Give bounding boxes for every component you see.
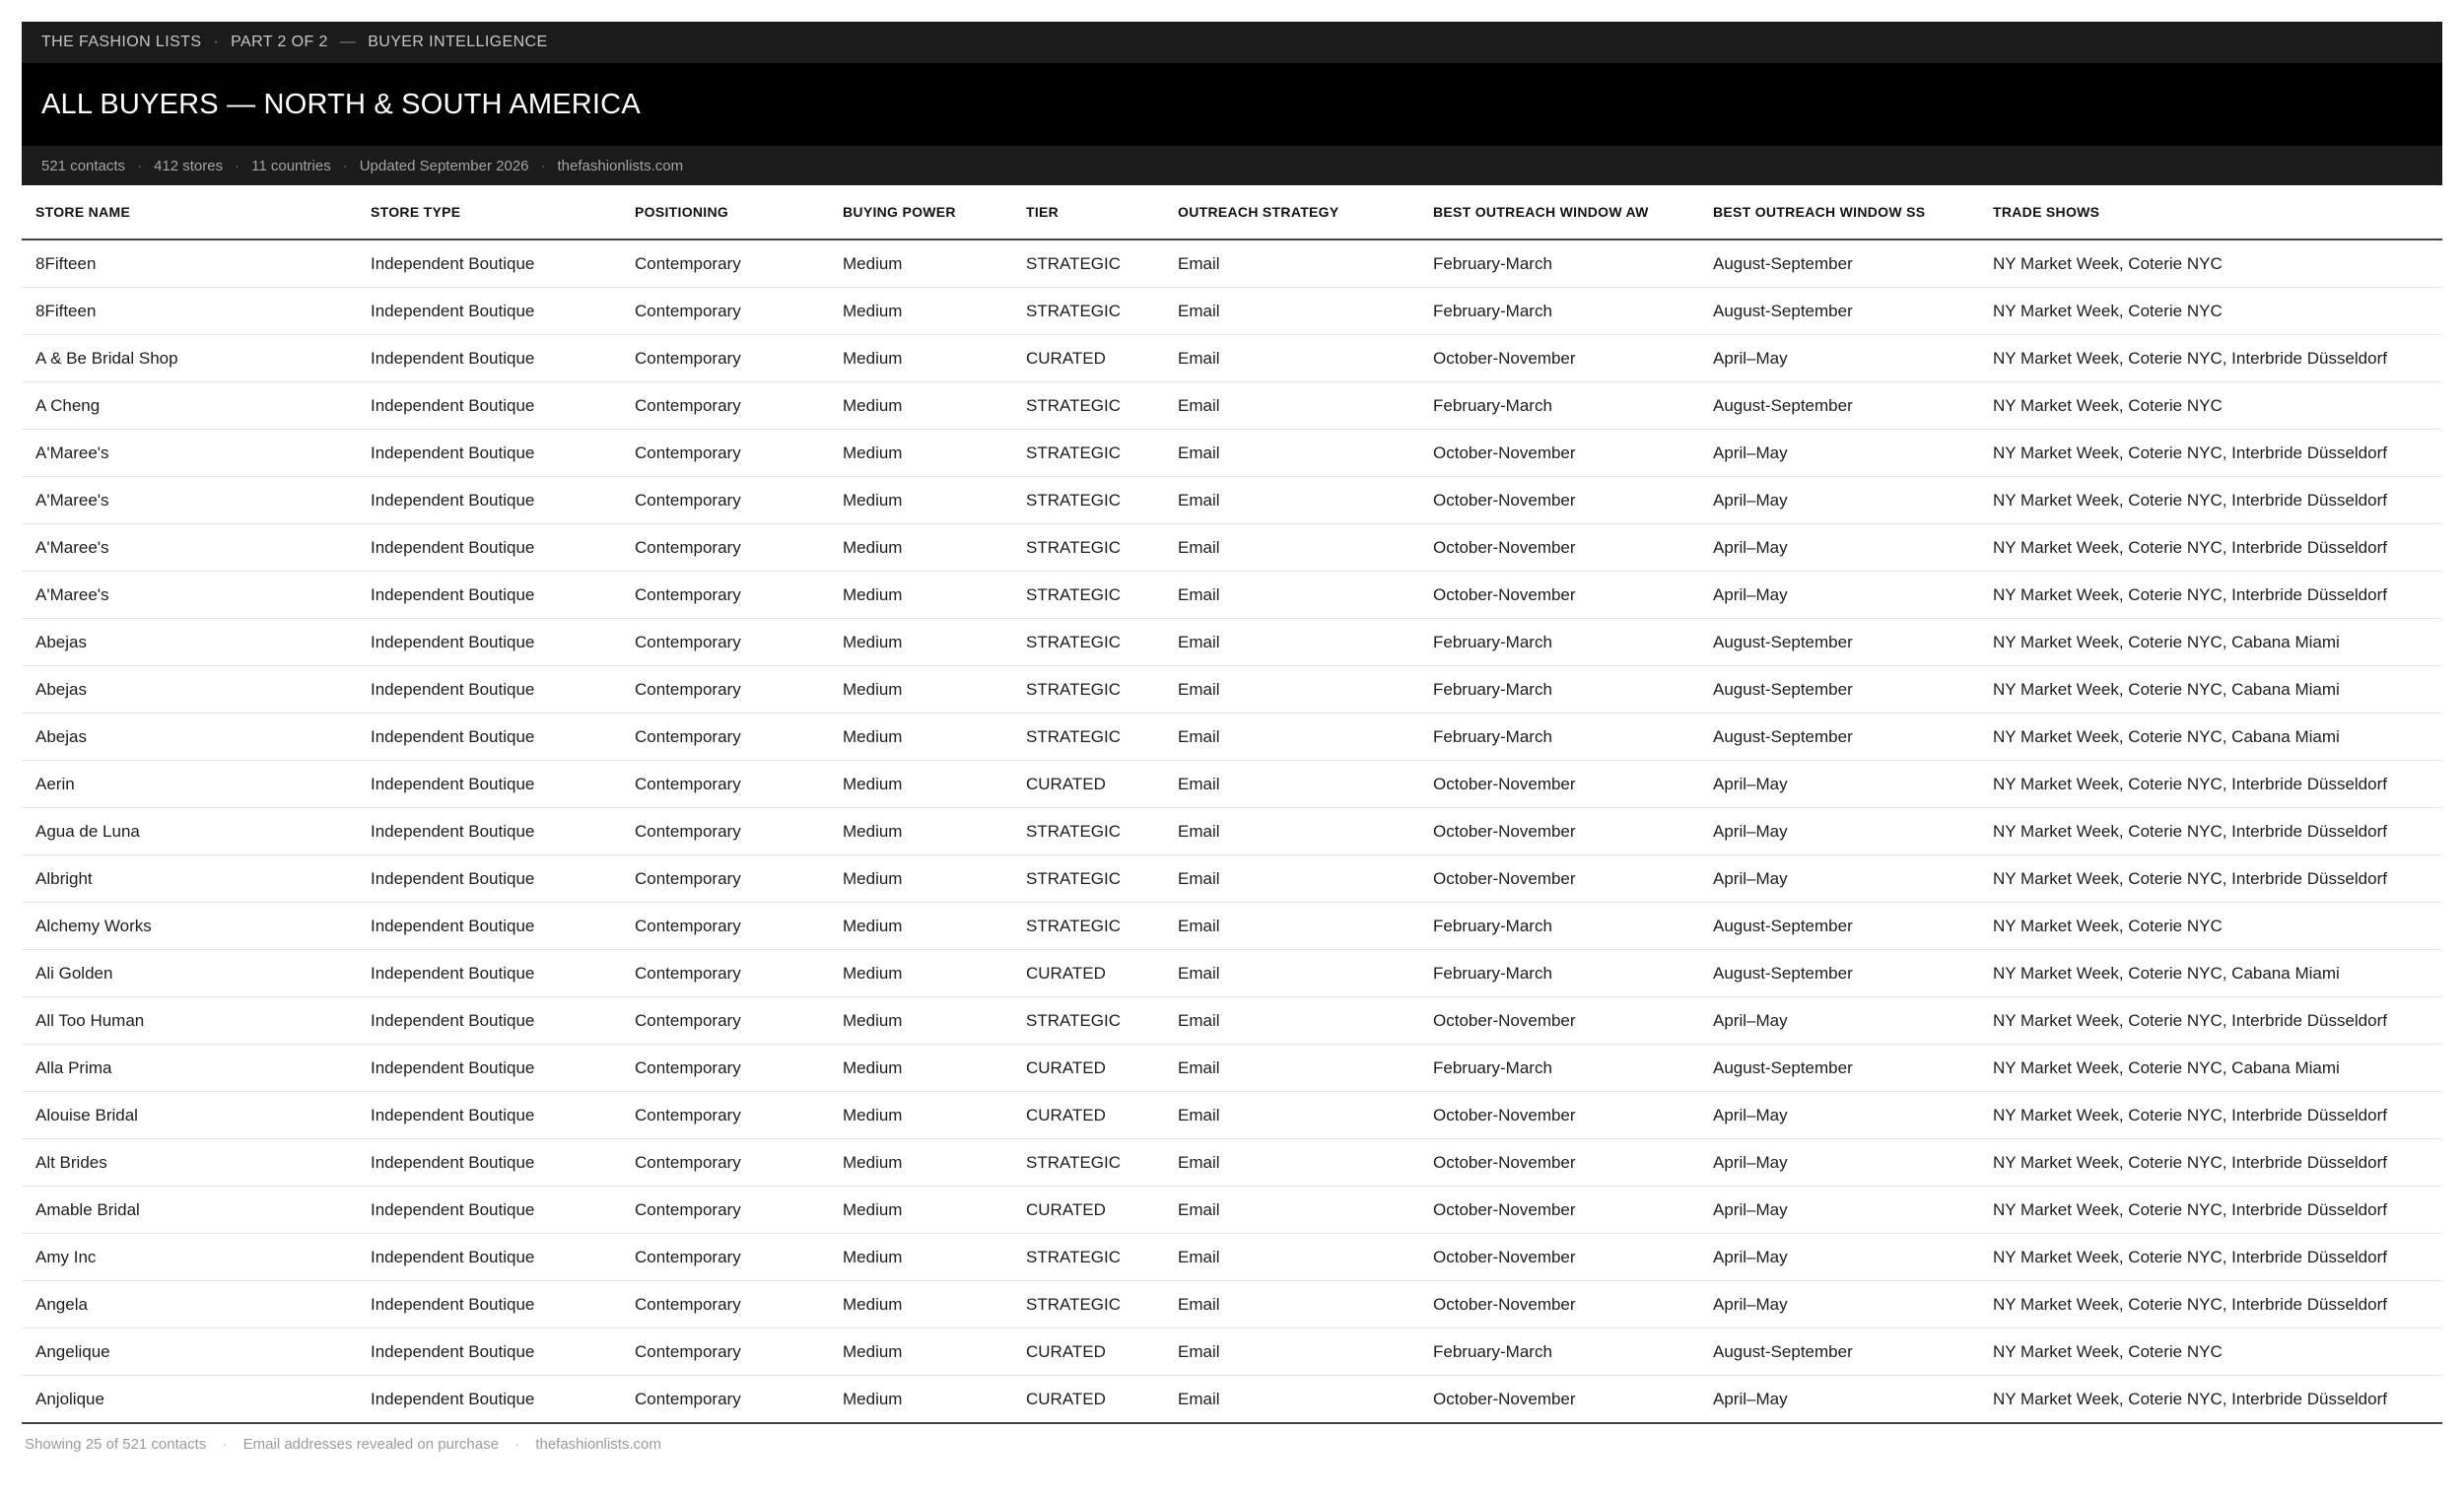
table-cell: Alchemy Works [22,903,357,950]
table-cell: NY Market Week, Coterie NYC, Interbride Düsseldorf [1979,572,2442,619]
table-cell: NY Market Week, Coterie NYC, Cabana Miami [1979,950,2442,997]
table-cell: April–May [1699,1187,1979,1234]
table-row[interactable] [22,1376,2442,1424]
stores-count: 412 stores [154,157,224,174]
table-cell: Contemporary [621,1376,829,1424]
site-link[interactable]: thefashionlists.com [557,157,684,174]
table-cell: Independent Boutique [357,666,621,714]
table-cell: Contemporary [621,1045,829,1092]
table-cell: Medium [829,572,1012,619]
table-cell: Contemporary [621,997,829,1045]
separator: · [342,157,348,174]
table-cell: Albright [22,855,357,903]
table-cell: NY Market Week, Coterie NYC, Cabana Miami [1979,1045,2442,1092]
table-cell: NY Market Week, Coterie NYC, Interbride Düsseldorf [1979,524,2442,572]
table-cell: STRATEGIC [1012,714,1164,761]
table-cell: NY Market Week, Coterie NYC, Interbride Düsseldorf [1979,997,2442,1045]
table-cell: August-September [1699,1328,1979,1376]
table-cell: STRATEGIC [1012,1234,1164,1281]
table-row[interactable] [22,855,2442,903]
showing-count: Showing 25 of 521 contacts [25,1436,207,1453]
separator: · [222,1436,228,1453]
table-cell: NY Market Week, Coterie NYC [1979,239,2442,288]
table-cell: Contemporary [621,239,829,288]
table-cell: Medium [829,1328,1012,1376]
table-cell: Independent Boutique [357,524,621,572]
separator: · [235,157,240,174]
table-cell: NY Market Week, Coterie NYC, Interbride Düsseldorf [1979,1092,2442,1139]
table-cell: Agua de Luna [22,808,357,855]
table-cell: Medium [829,997,1012,1045]
table-cell: Independent Boutique [357,808,621,855]
table-cell: NY Market Week, Coterie NYC [1979,382,2442,430]
table-cell: Alt Brides [22,1139,357,1187]
table-cell: April–May [1699,1376,1979,1424]
part-label: PART 2 OF 2 [231,34,328,50]
table-cell: Email [1164,382,1419,430]
table-cell: Independent Boutique [357,1045,621,1092]
table-cell: Alouise Bridal [22,1092,357,1139]
table-cell: Medium [829,524,1012,572]
table-cell: February-March [1419,288,1699,335]
table-cell: Email [1164,1187,1419,1234]
table-cell: Medium [829,477,1012,524]
table-cell: Email [1164,666,1419,714]
table-cell: Abejas [22,666,357,714]
table-cell: October-November [1419,1187,1699,1234]
table-cell: Email [1164,903,1419,950]
table-cell: October-November [1419,997,1699,1045]
table-cell: A Cheng [22,382,357,430]
table-cell: August-September [1699,950,1979,997]
table-cell: October-November [1419,1281,1699,1328]
table-row[interactable] [22,430,2442,477]
table-cell: Independent Boutique [357,1139,621,1187]
table-cell: NY Market Week, Coterie NYC, Interbride Düsseldorf [1979,430,2442,477]
table-row[interactable] [22,382,2442,430]
footer [22,1436,2442,1453]
table-cell: Medium [829,808,1012,855]
table-cell: Contemporary [621,761,829,808]
table-cell: April–May [1699,997,1979,1045]
table-cell: NY Market Week, Coterie NYC, Interbride Düsseldorf [1979,1234,2442,1281]
table-cell: Contemporary [621,1092,829,1139]
table-cell: October-November [1419,855,1699,903]
table-cell: April–May [1699,855,1979,903]
table-cell: Independent Boutique [357,1187,621,1234]
table-row[interactable] [22,477,2442,524]
table-cell: Angelique [22,1328,357,1376]
table-row[interactable] [22,666,2442,714]
table-cell: Email [1164,477,1419,524]
table-cell: Alla Prima [22,1045,357,1092]
table-row[interactable] [22,524,2442,572]
table-row[interactable] [22,761,2442,808]
table-cell: Medium [829,761,1012,808]
table-cell: Medium [829,1376,1012,1424]
table-cell: Independent Boutique [357,477,621,524]
table-row[interactable] [22,239,2442,288]
table-cell: STRATEGIC [1012,997,1164,1045]
table-cell: Independent Boutique [357,855,621,903]
table-cell: Contemporary [621,1187,829,1234]
contacts-count: 521 contacts [41,157,126,174]
table-cell: CURATED [1012,950,1164,997]
separator: · [213,34,220,50]
table-cell: Contemporary [621,1234,829,1281]
table-row[interactable] [22,997,2442,1045]
table-cell: August-September [1699,382,1979,430]
table-cell: NY Market Week, Coterie NYC, Cabana Miami [1979,714,2442,761]
table-row[interactable] [22,950,2442,997]
table-cell: Independent Boutique [357,619,621,666]
table-cell: April–May [1699,1281,1979,1328]
top-bar [22,22,2442,63]
table-cell: Email [1164,619,1419,666]
column-header[interactable]: TIER [1012,185,1164,239]
table-cell: February-March [1419,1328,1699,1376]
table-cell: Contemporary [621,619,829,666]
table-cell: Angela [22,1281,357,1328]
table-cell: Contemporary [621,572,829,619]
table-cell: NY Market Week, Coterie NYC [1979,288,2442,335]
separator: · [137,157,143,174]
table-cell: October-November [1419,524,1699,572]
page [22,22,2442,1453]
table-cell: All Too Human [22,997,357,1045]
table-cell: Independent Boutique [357,572,621,619]
separator: — [339,34,357,50]
table-cell: Medium [829,1092,1012,1139]
table-cell: August-September [1699,714,1979,761]
table-cell: Independent Boutique [357,950,621,997]
countries-count: 11 countries [251,157,331,174]
table-cell: August-September [1699,239,1979,288]
table-row[interactable] [22,335,2442,382]
table-cell: NY Market Week, Coterie NYC, Cabana Miami [1979,666,2442,714]
table-cell: February-March [1419,903,1699,950]
table-header [22,185,2442,239]
table-cell: Email [1164,1376,1419,1424]
table-cell: STRATEGIC [1012,1281,1164,1328]
meta-bar [22,146,2442,185]
table-cell: Anjolique [22,1376,357,1424]
table-cell: October-November [1419,808,1699,855]
table-cell: NY Market Week, Coterie NYC, Cabana Miami [1979,619,2442,666]
table-cell: April–May [1699,524,1979,572]
table-cell: Contemporary [621,714,829,761]
table-cell: CURATED [1012,1092,1164,1139]
table-cell: Medium [829,619,1012,666]
table-cell: CURATED [1012,1376,1164,1424]
table-cell: NY Market Week, Coterie NYC, Interbride Düsseldorf [1979,1187,2442,1234]
column-header[interactable]: STORE TYPE [357,185,621,239]
table-cell: Medium [829,714,1012,761]
table-cell: Email [1164,1234,1419,1281]
table-cell: Ali Golden [22,950,357,997]
table-cell: A & Be Bridal Shop [22,335,357,382]
table-cell: 8Fifteen [22,288,357,335]
table-cell: NY Market Week, Coterie NYC [1979,903,2442,950]
table-cell: Medium [829,430,1012,477]
table-cell: Independent Boutique [357,1328,621,1376]
table-cell: Medium [829,382,1012,430]
table-row[interactable] [22,288,2442,335]
table-cell: August-September [1699,666,1979,714]
table-cell: Independent Boutique [357,714,621,761]
table-cell: Medium [829,950,1012,997]
separator: · [514,1436,520,1453]
section-label: BUYER INTELLIGENCE [368,34,548,50]
table-cell: Medium [829,855,1012,903]
table-cell: STRATEGIC [1012,903,1164,950]
table-cell: A'Maree's [22,477,357,524]
table-cell: Medium [829,239,1012,288]
table-cell: STRATEGIC [1012,430,1164,477]
table-cell: A'Maree's [22,524,357,572]
table-cell: Medium [829,666,1012,714]
table-cell: August-September [1699,903,1979,950]
table-cell: Email [1164,288,1419,335]
table-cell: April–May [1699,430,1979,477]
table-cell: STRATEGIC [1012,666,1164,714]
table-cell: August-September [1699,1045,1979,1092]
table-row[interactable] [22,714,2442,761]
updated-date: Updated September 2026 [359,157,529,174]
table-cell: April–May [1699,477,1979,524]
table-cell: Independent Boutique [357,382,621,430]
table-cell: Email [1164,950,1419,997]
table-cell: Email [1164,714,1419,761]
separator: · [540,157,546,174]
table-cell: NY Market Week, Coterie NYC [1979,1328,2442,1376]
table-cell: February-March [1419,619,1699,666]
table-cell: October-November [1419,335,1699,382]
table-cell: Abejas [22,619,357,666]
table-cell: CURATED [1012,335,1164,382]
table-body [22,239,2442,1423]
table-cell: Email [1164,997,1419,1045]
table-cell: August-September [1699,619,1979,666]
table-cell: April–May [1699,1139,1979,1187]
table-cell: October-November [1419,1092,1699,1139]
table-row[interactable] [22,1045,2442,1092]
table-row[interactable] [22,1328,2442,1376]
table-cell: NY Market Week, Coterie NYC, Interbride Düsseldorf [1979,1281,2442,1328]
table-row[interactable] [22,808,2442,855]
table-cell: Email [1164,572,1419,619]
column-header[interactable]: OUTREACH STRATEGY [1164,185,1419,239]
table-cell: Email [1164,1281,1419,1328]
header-row [22,185,2442,239]
table-cell: Aerin [22,761,357,808]
table-cell: August-September [1699,288,1979,335]
column-header[interactable]: BEST OUTREACH WINDOW SS [1699,185,1979,239]
table-cell: CURATED [1012,1187,1164,1234]
table-cell: Abejas [22,714,357,761]
table-cell: STRATEGIC [1012,239,1164,288]
page-title: ALL BUYERS — NORTH & SOUTH AMERICA [41,88,641,120]
column-header[interactable]: BUYING POWER [829,185,1012,239]
table-row[interactable] [22,1139,2442,1187]
table-cell: April–May [1699,572,1979,619]
table-row[interactable] [22,1281,2442,1328]
table-cell: February-March [1419,1045,1699,1092]
table-cell: Contemporary [621,1139,829,1187]
table-cell: Email [1164,1045,1419,1092]
table-cell: A'Maree's [22,430,357,477]
table-cell: October-November [1419,1234,1699,1281]
table-cell: Medium [829,1187,1012,1234]
purchase-note: Email addresses revealed on purchase [242,1436,499,1453]
table-cell: Email [1164,524,1419,572]
table-cell: Medium [829,1139,1012,1187]
table-cell: NY Market Week, Coterie NYC, Interbride Düsseldorf [1979,335,2442,382]
column-header[interactable]: STORE NAME [22,185,357,239]
table-cell: Medium [829,903,1012,950]
table-cell: Independent Boutique [357,430,621,477]
buyers-table [22,185,2442,1424]
table-cell: Email [1164,1328,1419,1376]
table-cell: Independent Boutique [357,903,621,950]
table-cell: February-March [1419,666,1699,714]
table-cell: NY Market Week, Coterie NYC, Interbride Düsseldorf [1979,477,2442,524]
column-header[interactable]: POSITIONING [621,185,829,239]
table-cell: Independent Boutique [357,1376,621,1424]
table-row[interactable] [22,572,2442,619]
table-cell: NY Market Week, Coterie NYC, Interbride Düsseldorf [1979,1376,2442,1424]
table-cell: Contemporary [621,808,829,855]
table-cell: October-November [1419,477,1699,524]
table-cell: Contemporary [621,288,829,335]
table-cell: Medium [829,1045,1012,1092]
table-cell: Contemporary [621,855,829,903]
table-cell: Email [1164,1092,1419,1139]
table-cell: Email [1164,855,1419,903]
table-cell: Contemporary [621,430,829,477]
title-bar [22,63,2442,146]
table-cell: Independent Boutique [357,761,621,808]
table-cell: Contemporary [621,335,829,382]
table-cell: A'Maree's [22,572,357,619]
table-cell: Independent Boutique [357,335,621,382]
table-cell: February-March [1419,950,1699,997]
table-cell: April–May [1699,1092,1979,1139]
table-cell: Independent Boutique [357,1234,621,1281]
table-cell: Medium [829,335,1012,382]
brand-label: THE FASHION LISTS [41,34,202,50]
table-cell: April–May [1699,761,1979,808]
table-cell: Amable Bridal [22,1187,357,1234]
table-cell: Independent Boutique [357,288,621,335]
table-cell: Email [1164,335,1419,382]
table-cell: October-November [1419,430,1699,477]
table-cell: Independent Boutique [357,1281,621,1328]
table-cell: NY Market Week, Coterie NYC, Interbride Düsseldorf [1979,1139,2442,1187]
table-cell: Contemporary [621,1281,829,1328]
table-cell: Independent Boutique [357,997,621,1045]
table-cell: CURATED [1012,761,1164,808]
table-cell: NY Market Week, Coterie NYC, Interbride Düsseldorf [1979,855,2442,903]
table-cell: STRATEGIC [1012,477,1164,524]
table-cell: February-March [1419,382,1699,430]
table-cell: CURATED [1012,1328,1164,1376]
table-cell: 8Fifteen [22,239,357,288]
table-cell: February-March [1419,239,1699,288]
table-row[interactable] [22,903,2442,950]
table-cell: Independent Boutique [357,239,621,288]
table-cell: NY Market Week, Coterie NYC, Interbride Düsseldorf [1979,761,2442,808]
table-cell: October-November [1419,1376,1699,1424]
table-cell: Independent Boutique [357,1092,621,1139]
table-cell: October-November [1419,761,1699,808]
table-cell: April–May [1699,808,1979,855]
table-row[interactable] [22,1187,2442,1234]
table-row[interactable] [22,1234,2442,1281]
table-cell: Email [1164,239,1419,288]
table-cell: STRATEGIC [1012,855,1164,903]
table-row[interactable] [22,1092,2442,1139]
table-cell: STRATEGIC [1012,382,1164,430]
footer-site-link[interactable]: thefashionlists.com [535,1436,661,1453]
table-cell: October-November [1419,572,1699,619]
table-cell: Contemporary [621,903,829,950]
table-cell: STRATEGIC [1012,1139,1164,1187]
table-cell: Email [1164,808,1419,855]
column-header[interactable]: TRADE SHOWS [1979,185,2442,239]
table-cell: CURATED [1012,1045,1164,1092]
table-cell: Contemporary [621,1328,829,1376]
table-cell: STRATEGIC [1012,808,1164,855]
table-row[interactable] [22,619,2442,666]
table-cell: Email [1164,430,1419,477]
table-cell: February-March [1419,714,1699,761]
table-cell: Medium [829,288,1012,335]
table-cell: Contemporary [621,950,829,997]
table-cell: Medium [829,1234,1012,1281]
table-cell: Contemporary [621,524,829,572]
table-cell: Medium [829,1281,1012,1328]
table-cell: October-November [1419,1139,1699,1187]
table-cell: Email [1164,761,1419,808]
table-cell: NY Market Week, Coterie NYC, Interbride Düsseldorf [1979,808,2442,855]
table-cell: STRATEGIC [1012,288,1164,335]
table-cell: STRATEGIC [1012,524,1164,572]
table-cell: STRATEGIC [1012,572,1164,619]
table-cell: April–May [1699,1234,1979,1281]
table-cell: Contemporary [621,666,829,714]
table-cell: April–May [1699,335,1979,382]
column-header[interactable]: BEST OUTREACH WINDOW AW [1419,185,1699,239]
table-cell: Email [1164,1139,1419,1187]
table-cell: Amy Inc [22,1234,357,1281]
table-cell: Contemporary [621,477,829,524]
table-cell: Contemporary [621,382,829,430]
table-cell: STRATEGIC [1012,619,1164,666]
